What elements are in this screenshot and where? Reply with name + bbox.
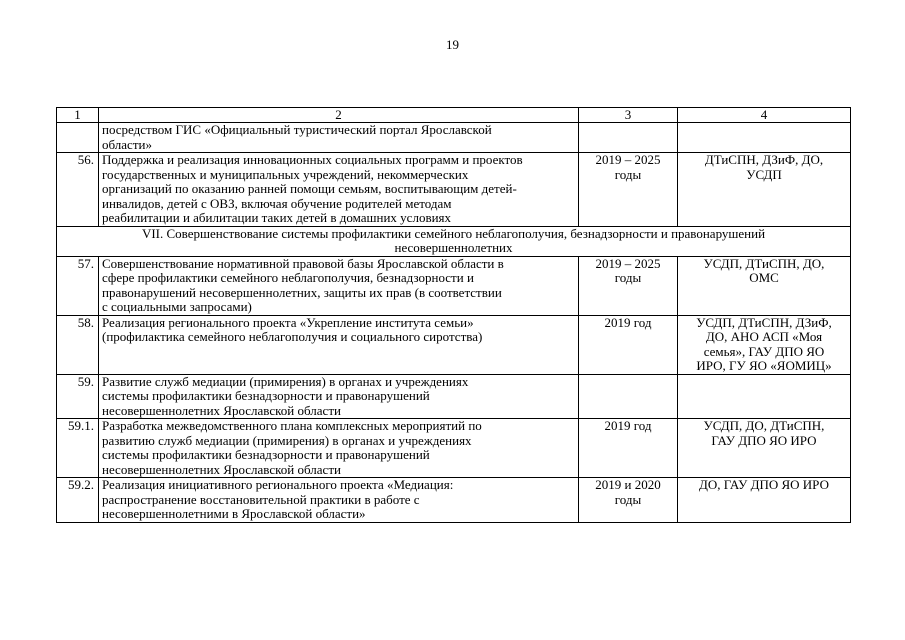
cell-line: правонарушений несовершеннолетних, защиты их прав (в соответствии [102,284,502,300]
cell-line: годы [614,491,642,507]
measures-table [56,107,851,523]
cell-line: системы профилактики безнадзорности и правонарушений [102,388,430,403]
cell-line: Реализация регионального проекта «Укрепление института семьи» [102,315,474,330]
cell-line: годы [614,270,642,285]
item-number: 57. [57,256,99,315]
item-executors [678,315,851,374]
cell-line: ДО, ГАУ ДПО ЯО ИРО [699,477,829,492]
cell-line: семья», ГАУ ДПО ЯО [703,343,825,359]
cell-line: реабилитации и абилитации таких детей в домашних условиях [102,210,452,225]
cell-line: несовершеннолетних Ярославской области [102,402,341,418]
cell-line: VII. Совершенствование системы профилактики семейного неблагополучия, безнадзорности и правонарушений [141,226,766,241]
cell-line: области» [102,136,152,152]
table-row [57,478,851,523]
item-description [99,374,579,419]
header-cell: 1 [57,108,99,123]
cell-line: Совершенствование нормативной правовой базы Ярославской области в [102,256,504,271]
item-term [579,123,678,153]
item-executors [678,256,851,315]
table-row [57,153,851,227]
table-row [57,419,851,478]
item-executors [678,478,851,523]
cell-line: УСДП, ДТиСПН, ДЗиФ, [696,315,832,330]
cell-line: инвалидов, детей с ОВЗ, включая обучение родителей методам [102,195,452,211]
table-row [57,374,851,419]
header-cell: 3 [579,108,678,123]
cell-line: организаций по оказанию ранней помощи семьям, воспитывающим детей- [102,181,517,196]
item-term [579,256,678,315]
item-number [57,123,99,153]
cell-line: УСДП, ДО, ДТиСПН, [703,418,825,433]
item-term [579,374,678,419]
item-description [99,478,579,523]
item-number: 56. [57,153,99,227]
table-row [57,315,851,374]
item-description [99,123,579,153]
section-heading [57,226,851,256]
page-number: 19 [446,37,459,52]
cell-line: сфере профилактики семейного неблагополучия, безнадзорности и [102,270,474,285]
cell-line: развитию служб медиации (примирения) в органах и учреждениях [102,432,472,448]
cell-line: УСДП [746,166,782,182]
cell-line: распространение восстановительной практики в работе с [102,491,420,507]
item-number: 59. [57,374,99,419]
header-cell: 2 [99,108,579,123]
cell-line: 2019 – 2025 [595,152,661,167]
cell-line: 2019 – 2025 [595,256,661,271]
item-description [99,153,579,227]
cell-line: 2019 и 2020 [595,477,661,492]
item-executors [678,374,851,419]
cell-line: несовершеннолетних [394,240,513,255]
cell-line: государственных и муниципальных учреждений, некоммерческих [102,166,469,182]
cell-line: ДТиСПН, ДЗиФ, ДО, [704,152,824,167]
table-row [57,256,851,315]
cell-line: ГАУ ДПО ЯО ИРО [711,432,817,448]
cell-line: годы [614,166,642,182]
cell-line: 2019 год [604,315,652,330]
section-row [57,226,851,256]
table-header-row [57,108,851,123]
item-description [99,315,579,374]
cell-line: Реализация инициативного регионального проекта «Медиация: [102,477,454,492]
cell-line: посредством ГИС «Официальный туристический портал Ярославской [102,122,492,137]
item-term [579,315,678,374]
cell-line: несовершеннолетними в Ярославской области» [102,506,366,521]
cell-line: системы профилактики безнадзорности и правонарушений [102,447,430,462]
cell-line: (профилактика семейного неблагополучия и социального сиротства) [102,329,483,344]
cell-line: ОМС [749,270,779,285]
cell-line: ДО, АНО АСП «Моя [705,329,823,344]
cell-line: Разработка межведомственного плана комплексных мероприятий по [102,418,482,433]
item-executors [678,123,851,153]
item-executors [678,153,851,227]
item-term [579,478,678,523]
cell-line: с социальными запросами) [102,299,252,314]
header-cell: 4 [678,108,851,123]
item-executors [678,419,851,478]
cell-line: ИРО, ГУ ЯО «ЯОМИЦ» [696,358,832,373]
cell-line: УСДП, ДТиСПН, ДО, [703,256,825,271]
cell-line: Развитие служб медиации (примирения) в органах и учреждениях [102,374,469,389]
cell-line: несовершеннолетних Ярославской области [102,461,341,477]
item-number: 59.1. [57,419,99,478]
item-description [99,256,579,315]
item-number: 58. [57,315,99,374]
table-row [57,123,851,153]
cell-line: Поддержка и реализация инновационных социальных программ и проектов [102,152,523,167]
cell-line: 2019 год [604,418,652,433]
item-term [579,419,678,478]
item-description [99,419,579,478]
item-number: 59.2. [57,478,99,523]
item-term [579,153,678,227]
